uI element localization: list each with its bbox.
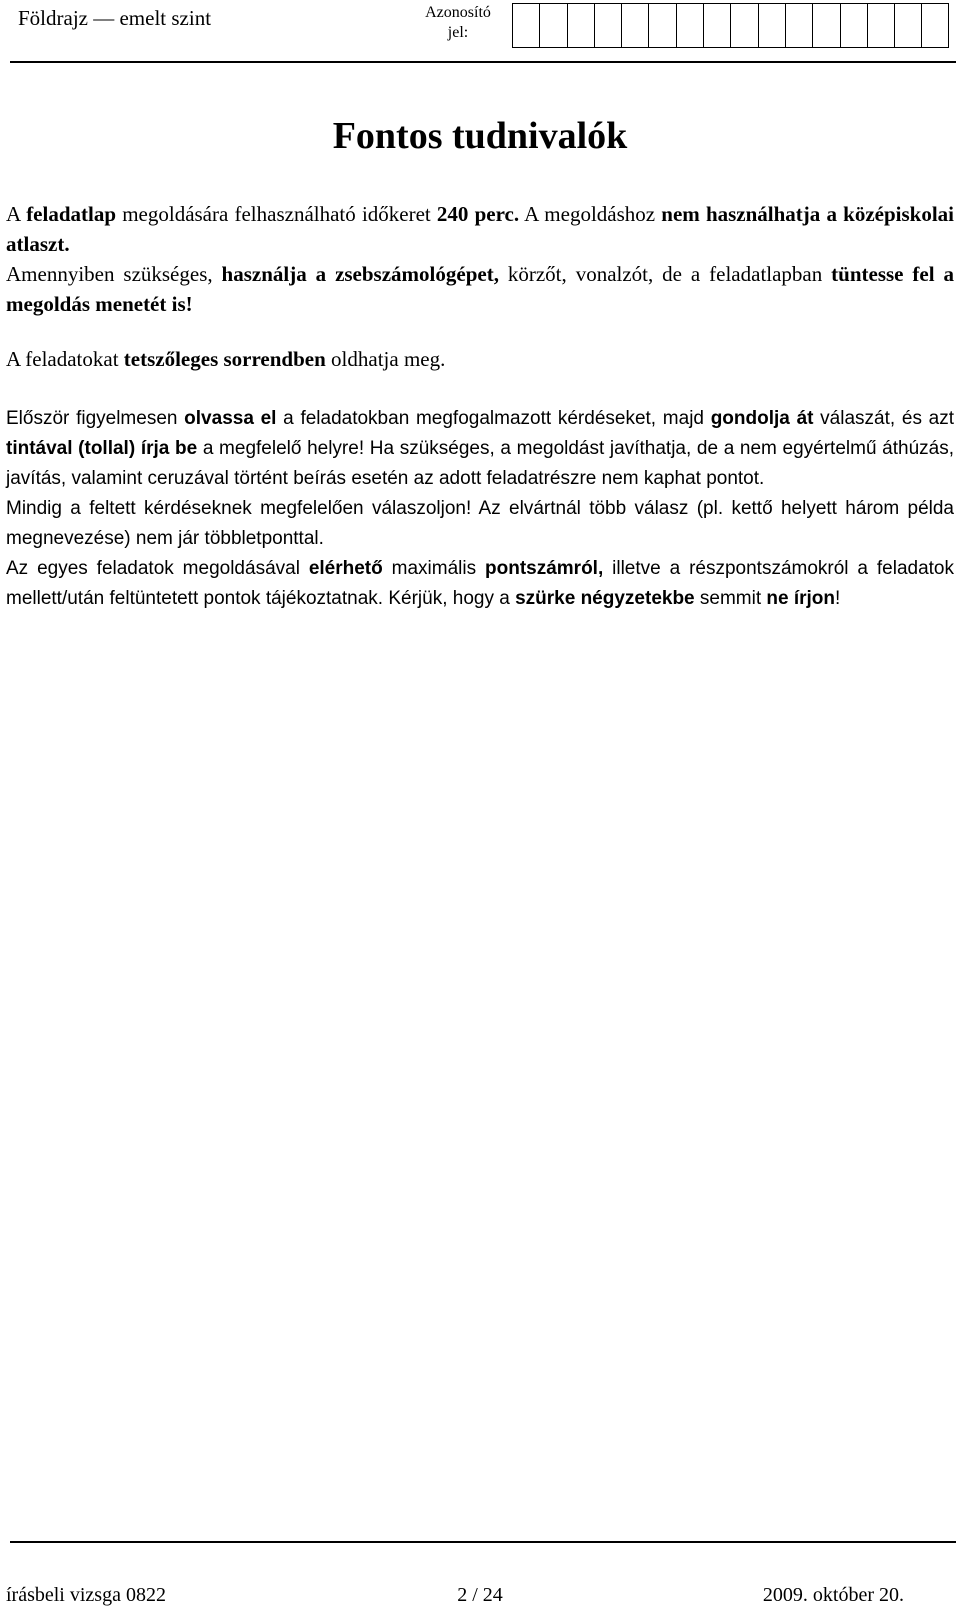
id-box [594,3,621,48]
id-box [812,3,839,48]
page-title: Fontos tudnivalók [332,115,628,157]
paragraph-scoring [6,554,954,614]
id-box [621,3,648,48]
header-subject: Földrajz — emelt szint [18,6,212,30]
intro-block [6,199,954,319]
emphasis-text: használja a zsebszámológépet, [221,262,499,286]
header-divider [10,61,956,63]
paragraph-order [6,344,954,374]
emphasis-text: feladatlap [26,202,117,226]
id-box [703,3,730,48]
footer-page-number: 2 / 24 [457,1584,503,1606]
id-boxes [512,3,949,48]
body-text: semmit [694,588,767,609]
id-box [758,3,785,48]
instructions-block [6,404,954,614]
footer-date: 2009. október 20. [762,1584,904,1606]
footer-exam-code: írásbeli vizsga 0822 [6,1584,166,1606]
emphasis-text: szürke négyzetekbe [515,588,695,609]
emphasis-text: 240 perc. [436,202,520,226]
paragraph-tools [6,259,954,319]
id-box [512,3,539,48]
emphasis-text: tintával (tollal) írja be [6,438,198,459]
body-text: illetve a részpontszámokról a feladatok mellett/után feltüntetett pontok tájékoztatnak. Kérjük, hogy a [6,558,954,609]
id-box [785,3,812,48]
id-box [676,3,703,48]
id-box [730,3,757,48]
body-text: A megoldáshoz [519,202,662,226]
body-text: ! [835,588,841,609]
emphasis-text: tetszőleges sorrendben [123,347,326,371]
paragraph-time-limit [6,199,954,259]
id-box [539,3,566,48]
emphasis-text: elérhető [308,558,383,579]
emphasis-text: ne írjon [766,588,836,609]
emphasis-text: pontszámról, [485,558,604,579]
paragraph-reading [6,404,954,494]
paragraph-answers [6,494,954,554]
id-box [840,3,867,48]
body-text: oldhatja meg. [325,347,446,371]
id-box [648,3,675,48]
emphasis-text: olvassa el [184,408,277,429]
body-text: megoldására felhasználható időkeret [116,202,437,226]
id-box [921,3,948,48]
emphasis-text: nem használhatja a középiskolai atlaszt. [6,202,954,256]
body-text: válaszát, és azt [813,408,955,429]
body-text: Mindig a feltett kérdéseknek megfelelően válaszoljon! Az elvártnál több válasz (pl. kettő helyett három példa megnevezése) nem jár többletponttal. [6,498,954,549]
emphasis-text: gondolja át [710,408,814,429]
id-box [867,3,894,48]
body-text: a feladatokban megfogalmazott kérdéseket, majd [276,408,711,429]
footer-divider [10,1541,956,1543]
emphasis-text: tüntesse fel a megoldás menetét is! [6,262,954,316]
body-text: körzőt, vonalzót, de a feladatlapban [498,262,832,286]
body-text: Amennyiben szükséges, [6,262,222,286]
body-text: Először figyelmesen [6,408,185,429]
order-block [6,344,954,374]
body-text: a megfelelő helyre! Ha szükséges, a megoldást javíthatja, de a nem egyértelmű áthúzás, javítás, valamint ceruzával történt beírás esetén az adott feladatrészre nem kaphat pontot. [6,438,954,489]
body-text: Az egyes feladatok megoldásával [6,558,309,579]
body-text: A [6,202,27,226]
body-text: maximális [382,558,485,579]
id-box [567,3,594,48]
body-text: A feladatokat [6,347,124,371]
id-box [894,3,921,48]
id-label: Azonosító jel: [425,4,491,41]
